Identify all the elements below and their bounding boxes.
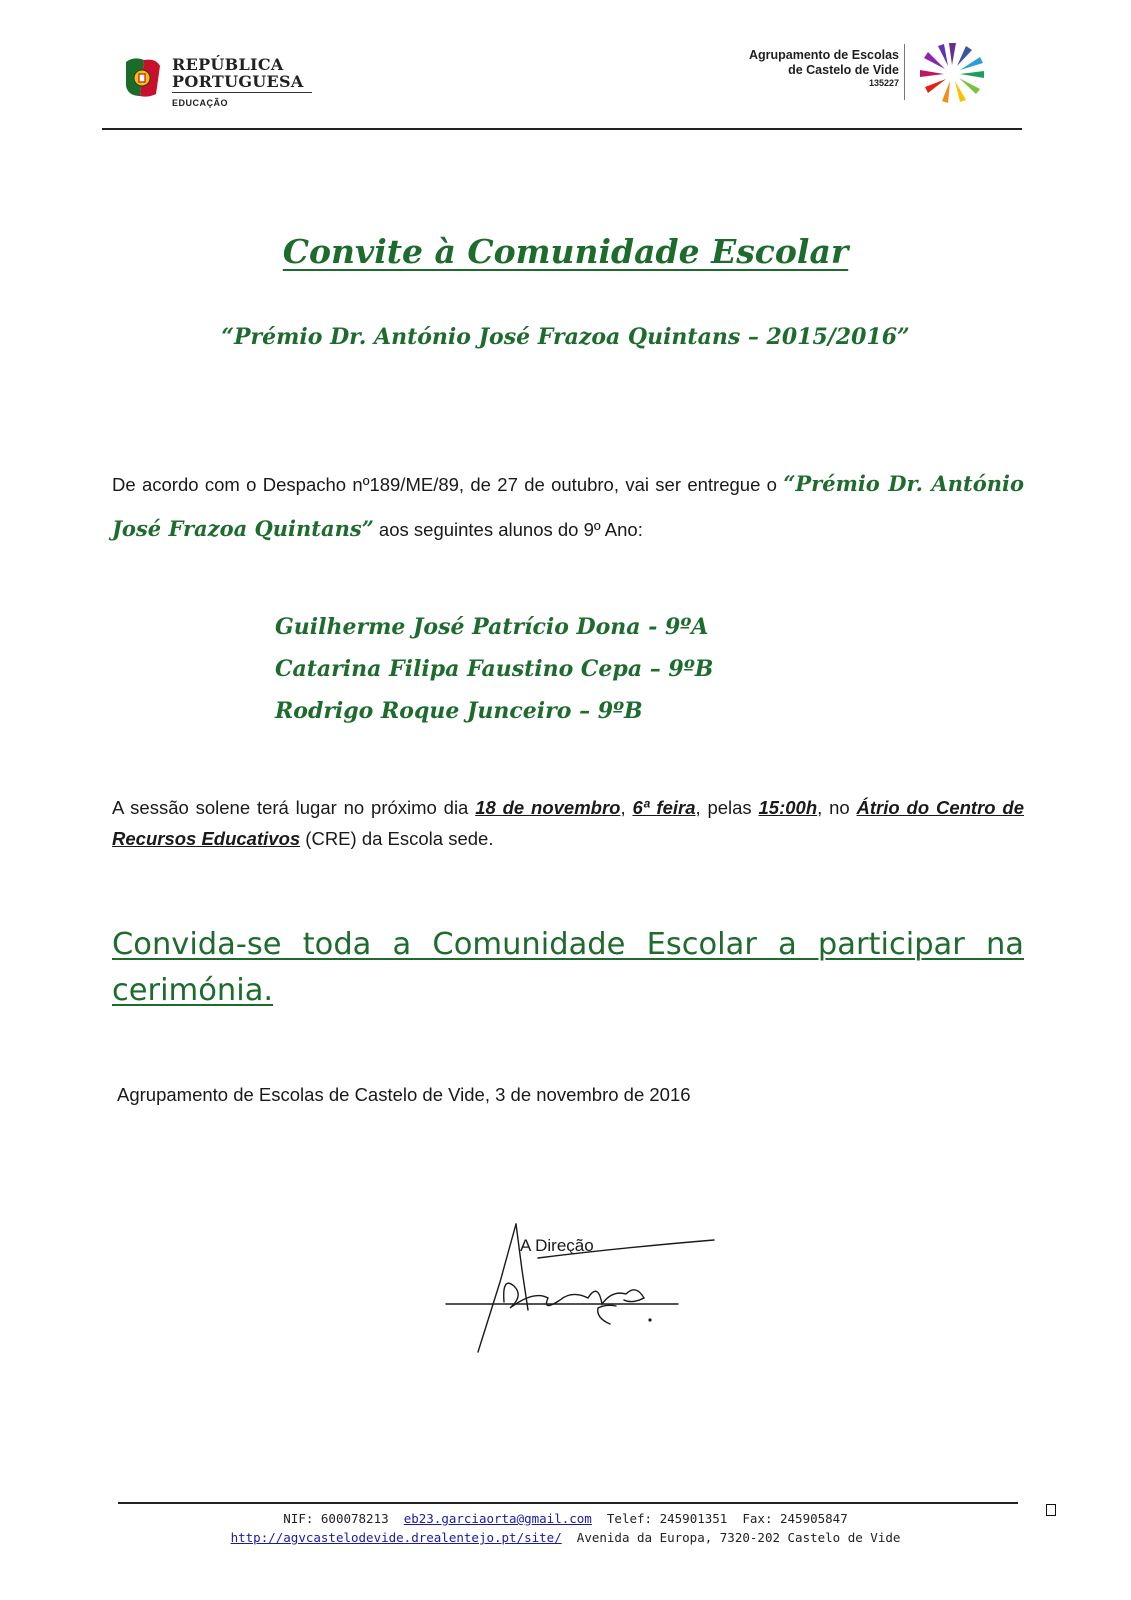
student-item: Catarina Filipa Faustino Cepa – 9ºB [275, 656, 714, 682]
footer-line-2 [0, 1530, 1131, 1545]
invitation-statement: Convida-se toda a Comunidade Escolar a participar na cerimónia. [112, 927, 1024, 1008]
session-text-5: (CRE) da Escola sede. [300, 828, 494, 849]
student-item: Rodrigo Roque Junceiro – 9ºB [275, 698, 643, 724]
page-corner-mark [1046, 1504, 1056, 1516]
signature-label: A Direção [520, 1236, 594, 1255]
footer-email-link[interactable]: eb23.garciaorta@gmail.com [403, 1511, 592, 1526]
session-text-4: , no [817, 797, 857, 818]
session-time: 15:00h [758, 797, 818, 818]
footer-phones: Telef: 245901351 Fax: 245905847 [606, 1511, 848, 1526]
session-paragraph [112, 792, 1024, 854]
header-rule [102, 128, 1022, 130]
agrupamento-code: 135227 [868, 78, 899, 88]
footer-line-1 [0, 1511, 1131, 1526]
session-text-3: , pelas [695, 797, 759, 818]
handwritten-signature [438, 1212, 738, 1362]
date-line: Agrupamento de Escolas de Castelo de Vide, 3 de novembro de 2016 [117, 1084, 691, 1105]
educacao-label: EDUCAÇÃO [172, 98, 229, 108]
agrupamento-line2: de Castelo de Vide [788, 63, 899, 77]
republica-line1: REPÚBLICA [172, 55, 284, 74]
session-date: 18 de novembro [475, 797, 621, 818]
footer-nif: NIF: 600078213 [283, 1511, 389, 1526]
republica-portuguesa-text [172, 56, 304, 90]
session-text-2: , [620, 797, 633, 818]
republica-line2: PORTUGUESA [172, 72, 304, 91]
intro-text-b: aos seguintes alunos do 9º Ano: [373, 519, 643, 540]
footer-website-link[interactable]: http://agvcastelodevide.drealentejo.pt/site/ [230, 1530, 562, 1545]
republica-portuguesa-logo [122, 56, 164, 100]
footer-rule [118, 1502, 1018, 1504]
award-name: “Prémio Dr. António José Frazoa Quintans” [112, 471, 1024, 541]
session-weekday: 6ª feira [632, 797, 696, 818]
student-item: Guilherme José Patrício Dona - 9ºA [275, 614, 709, 640]
footer-address: Avenida da Europa, 7320-202 Castelo de Vide [576, 1530, 901, 1545]
document-title-text: Convite à Comunidade Escolar [282, 232, 849, 271]
agrupamento-logo [910, 40, 994, 106]
document-subtitle: “Prémio Dr. António José Frazoa Quintans – 2015/2016” [221, 324, 910, 350]
session-text-1: A sessão solene terá lugar no próximo dia [112, 797, 476, 818]
agrupamento-separator [904, 44, 905, 100]
agrupamento-text [749, 48, 899, 89]
students-list [275, 606, 713, 732]
session-place: Átrio do Centro de Recursos Educativos [112, 797, 1024, 849]
republica-rule [172, 92, 312, 93]
agrupamento-line1: Agrupamento de Escolas [748, 48, 899, 62]
document-title [0, 232, 1131, 271]
intro-paragraph [112, 462, 1024, 552]
intro-text-a: De acordo com o Despacho nº189/ME/89, de 27 de outubro, vai ser entregue o [112, 474, 784, 495]
